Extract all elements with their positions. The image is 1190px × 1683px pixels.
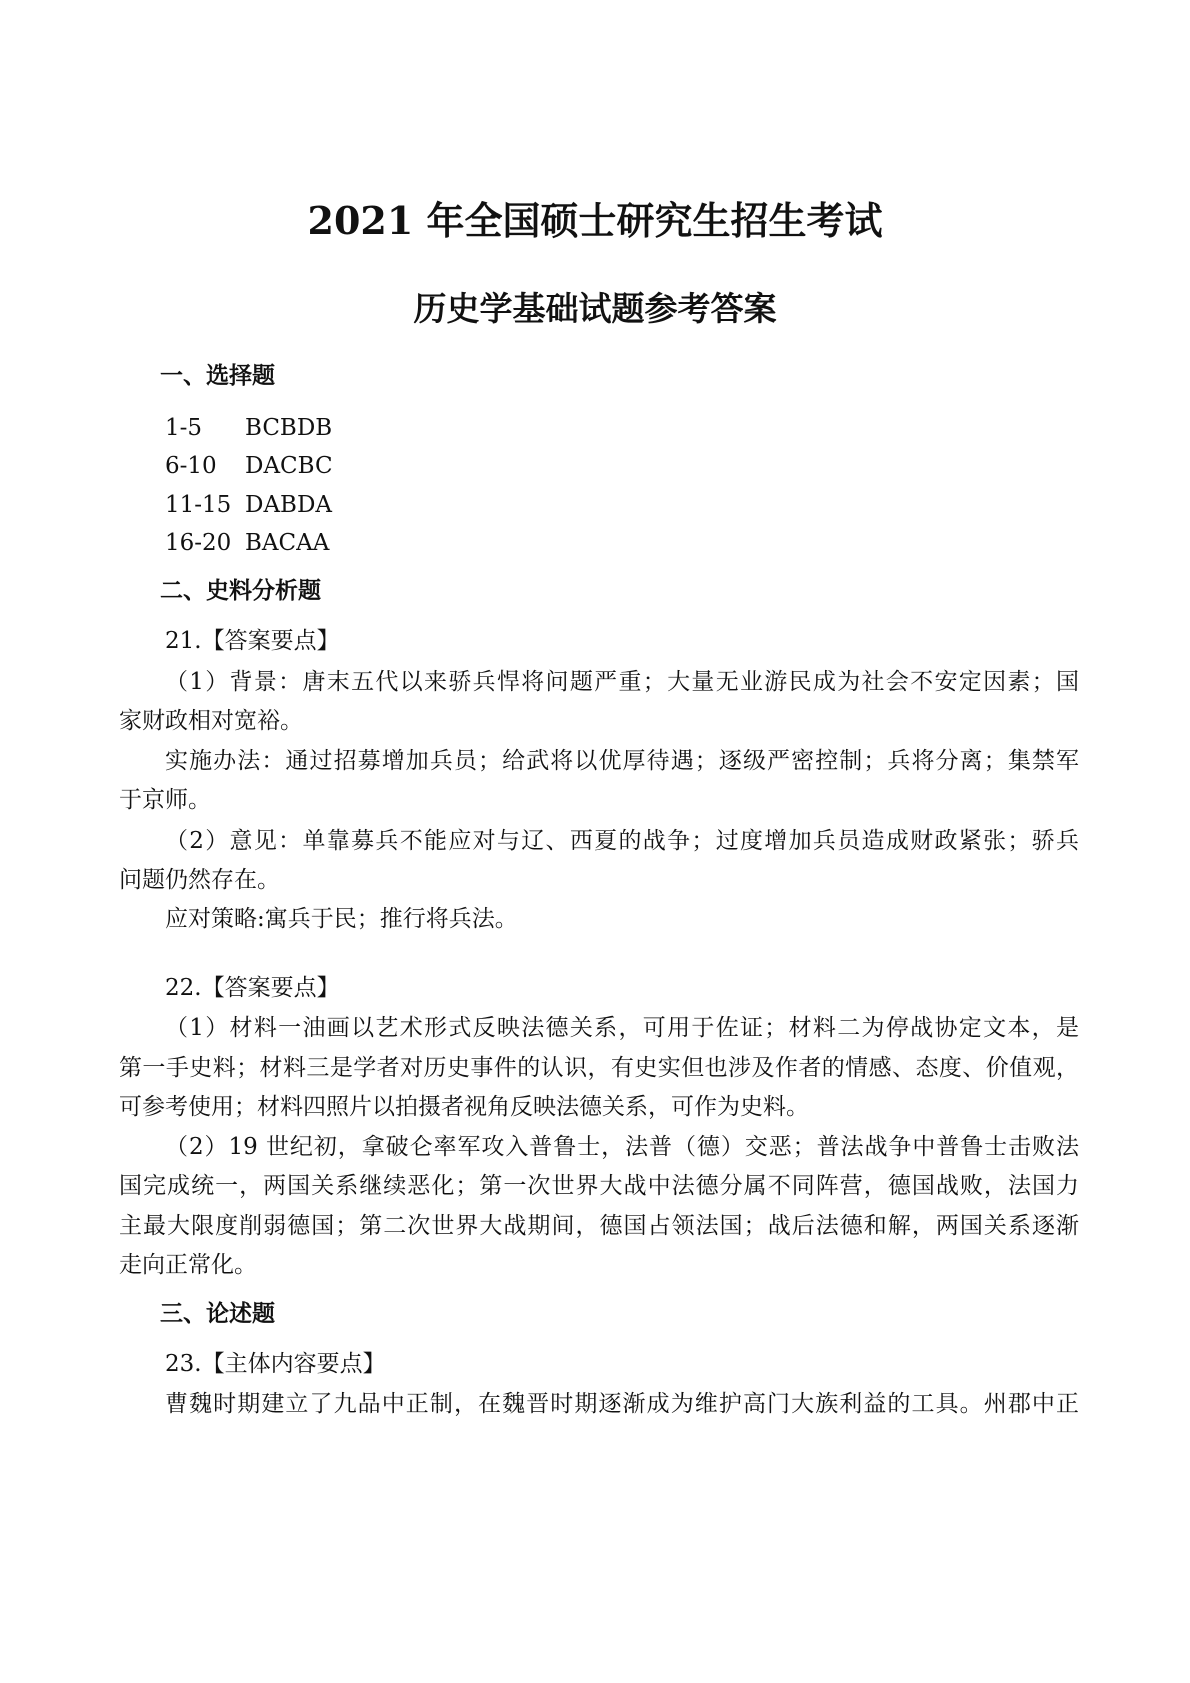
mc-answers: DACBC <box>245 453 333 479</box>
q22-line: 国完成统一，两国关系继续恶化；第一次世界大战中法德分属不同阵营，德国战败，法国力 <box>119 1173 1079 1199</box>
q21-line: 于京师。 <box>119 787 211 813</box>
section-heading-source-analysis: 二、史料分析题 <box>160 578 321 604</box>
q21-line: 家财政相对宽裕。 <box>119 708 303 734</box>
q21-line: 实施办法：通过招募增加兵员；给武将以优厚待遇；逐级严密控制；兵将分离；集禁军 <box>165 748 1079 774</box>
mc-answer-row <box>165 413 332 443</box>
q22-line: （2）19 世纪初，拿破仑率军攻入普鲁士，法普（德）交恶；普法战争中普鲁士击败法 <box>165 1134 1079 1160</box>
mc-range: 6-10 <box>165 453 217 479</box>
q21-label: 21.【答案要点】 <box>165 628 340 654</box>
q22-line: （1）材料一油画以艺术形式反映法德关系，可用于佐证；材料二为停战协定文本，是 <box>165 1015 1079 1041</box>
mc-answers: DABDA <box>245 492 333 518</box>
q22-line: 可参考使用；材料四照片以拍摄者视角反映法德关系，可作为史料。 <box>119 1094 809 1120</box>
q22-line: 第一手史料；材料三是学者对历史事件的认识，有史实但也涉及作者的情感、态度、价值观， <box>119 1055 1079 1081</box>
mc-range: 16-20 <box>165 530 232 556</box>
q22-line: 主最大限度削弱德国；第二次世界大战期间，德国占领法国；战后法德和解，两国关系逐渐 <box>119 1213 1079 1239</box>
section-heading-essay: 三、论述题 <box>160 1301 275 1327</box>
mc-range: 1-5 <box>165 415 203 441</box>
q22-label: 22.【答案要点】 <box>165 975 340 1001</box>
q21-line: 问题仍然存在。 <box>119 867 280 893</box>
mc-answers: BACAA <box>245 530 330 556</box>
q22-line: 走向正常化。 <box>119 1252 257 1278</box>
mc-answer-row <box>165 490 332 520</box>
mc-answers: BCBDB <box>245 415 333 441</box>
section-heading-choice: 一、选择题 <box>160 363 275 389</box>
q23-line: 曹魏时期建立了九品中正制，在魏晋时期逐渐成为维护高门大族利益的工具。州郡中正 <box>165 1391 1079 1417</box>
mc-answer-row <box>165 528 329 558</box>
q21-line: 应对策略:寓兵于民；推行将兵法。 <box>165 906 518 932</box>
q21-line: （1）背景：唐末五代以来骄兵悍将问题严重；大量无业游民成为社会不安定因素；国 <box>165 669 1079 695</box>
document-subtitle: 历史学基础试题参考答案 <box>413 289 777 328</box>
mc-range: 11-15 <box>165 492 232 518</box>
document-title: 2021 年全国硕士研究生招生考试 <box>307 198 883 243</box>
mc-answer-row <box>165 451 333 481</box>
q21-line: （2）意见：单靠募兵不能应对与辽、西夏的战争；过度增加兵员造成财政紧张；骄兵 <box>165 828 1079 854</box>
q23-label: 23.【主体内容要点】 <box>165 1351 386 1377</box>
